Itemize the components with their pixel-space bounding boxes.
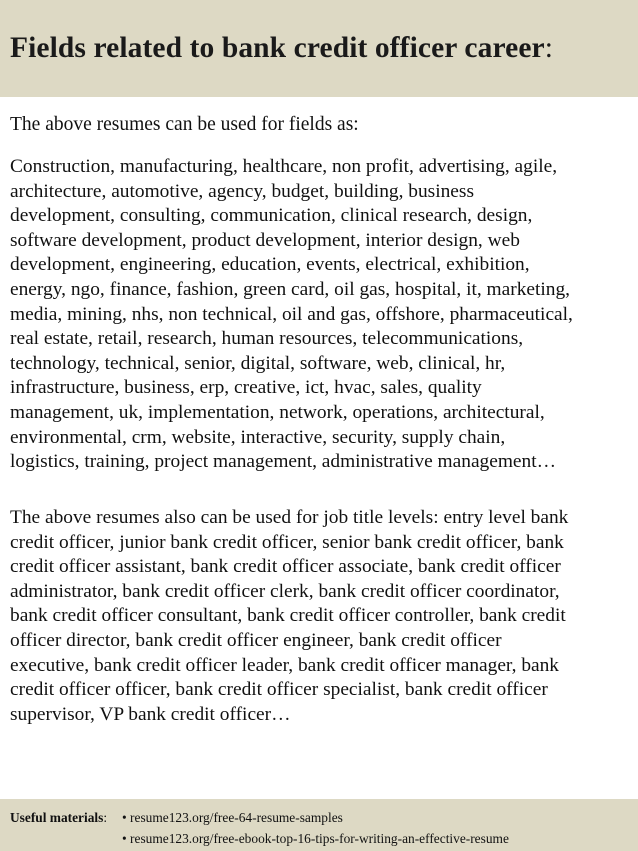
fields-line: media, mining, nhs, non technical, oil and gas, offshore, pharmaceutical, (10, 303, 573, 325)
levels-line: officer director, bank credit officer engineer, bank credit officer (10, 629, 502, 651)
levels-line: credit officer officer, bank credit officer specialist, bank credit officer (10, 679, 548, 701)
job-levels-paragraph (10, 506, 632, 727)
fields-paragraph (10, 155, 632, 475)
header-band (0, 0, 638, 97)
fields-line: management, uk, implementation, network, operations, architectural, (10, 401, 545, 423)
levels-line: supervisor, VP bank credit officer… (10, 703, 291, 725)
useful-materials-label-text: Useful materials (10, 810, 104, 825)
fields-line: energy, ngo, finance, fashion, green card, oil gas, hospital, it, marketing, (10, 278, 571, 300)
footer-band (0, 799, 638, 851)
useful-materials-colon: : (103, 810, 108, 825)
page-title-text: Fields related to bank credit officer career (10, 32, 545, 64)
levels-line: executive, bank credit officer leader, bank credit officer manager, bank (10, 654, 560, 676)
page-title (10, 30, 553, 66)
page-title-colon: : (544, 32, 554, 64)
fields-line: architecture, automotive, agency, budget, building, business (10, 180, 474, 202)
fields-line: technology, technical, senior, digital, software, web, clinical, hr, (10, 352, 506, 374)
useful-materials-label (10, 809, 107, 826)
resume-samples-link[interactable]: • resume123.org/free-64-resume-samples (122, 810, 343, 825)
intro-text: The above resumes can be used for fields as: (10, 114, 359, 135)
fields-line: infrastructure, business, erp, creative, ict, hvac, sales, quality (10, 377, 482, 399)
fields-line: logistics, training, project management, administrative management… (10, 451, 557, 473)
ebook-tips-link[interactable]: • resume123.org/free-ebook-top-16-tips-for-writing-an-effective-resume (122, 831, 509, 846)
fields-line: real estate, retail, research, human resources, telecommunications, (10, 328, 524, 350)
fields-line: Construction, manufacturing, healthcare, non profit, advertising, agile, (10, 156, 558, 177)
fields-line: development, engineering, education, events, electrical, exhibition, (10, 254, 530, 276)
levels-line: bank credit officer consultant, bank credit officer controller, bank credit (10, 605, 566, 627)
fields-line: software development, product development, interior design, web (10, 229, 520, 251)
levels-line: The above resumes also can be used for job title levels: entry level bank (10, 507, 569, 528)
fields-line: environmental, crm, website, interactive, security, supply chain, (10, 426, 506, 448)
levels-line: credit officer, junior bank credit officer, senior bank credit officer, bank (10, 531, 564, 553)
fields-line: development, consulting, communication, clinical research, design, (10, 205, 533, 227)
levels-line: administrator, bank credit officer clerk, bank credit officer coordinator, (10, 580, 560, 602)
levels-line: credit officer assistant, bank credit officer associate, bank credit officer (10, 556, 561, 578)
